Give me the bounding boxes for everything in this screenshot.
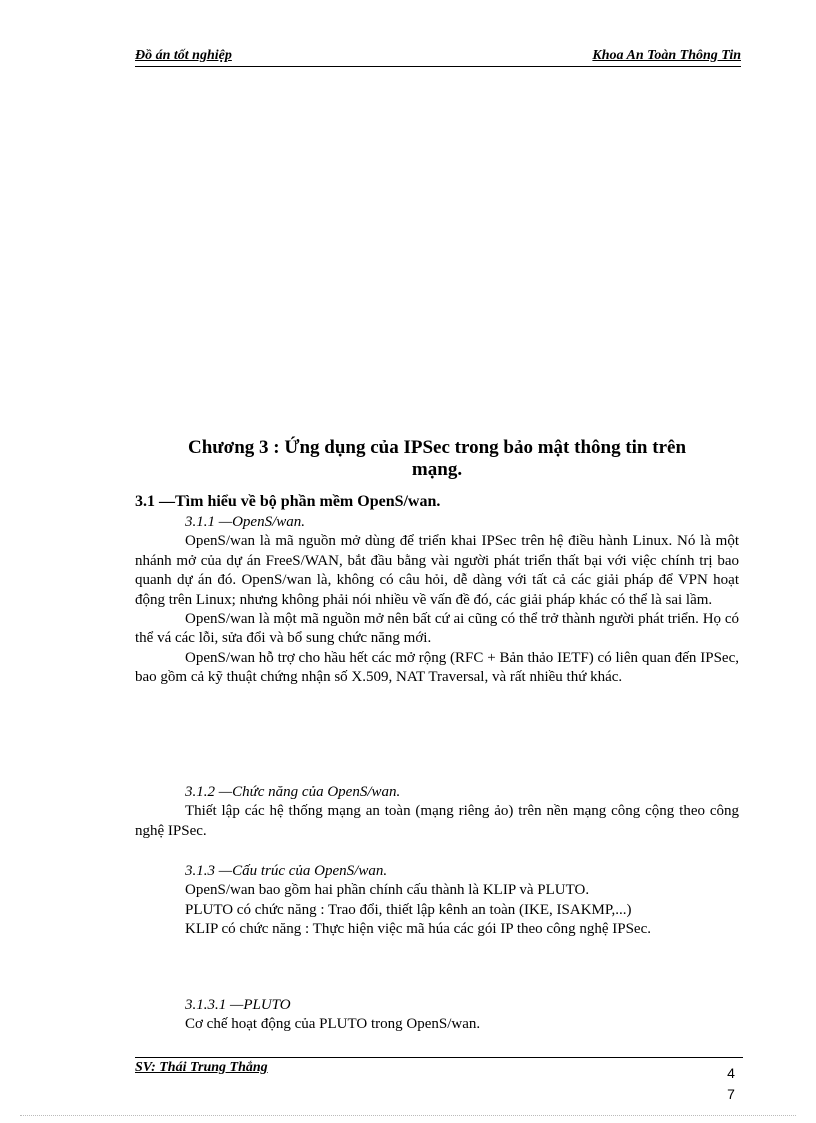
chapter-title [135,437,739,481]
section-3-1-1 [135,513,739,688]
paragraph: OpenS/wan bao gồm hai phần chính cấu thành là KLIP và PLUTO. [185,882,590,899]
section-3-1-3 [135,862,739,940]
paragraph: KLIP có chức năng : Thực hiện việc mã húa các gói IP theo công nghệ IPSec. [185,921,651,938]
section-3-1-2 [135,783,739,841]
page-number-digit: 4 [727,1065,735,1081]
page-header [135,48,741,67]
subsection-heading-3-1-1: 3.1.1 —OpenS/wan. [185,514,305,530]
paragraph: OpenS/wan là mã nguồn mở dùng để triển khai IPSec trên hệ điều hành Linux. Nó là một nhánh mở của dự án FreeS/WAN, bắt đầu bằng vài người phát triển thất bại với việc chính trị bao quanh dự án đó. OpenS/wan là, không có câu hỏi, dễ dàng với tất cả các giải pháp để VPN hoạt động trên Linux; nhưng không phải nói nhiều về vấn đề đó, các giải pháp khác có thể là sai lầm. [135,533,739,608]
page-bottom-divider [20,1115,796,1116]
paragraph: PLUTO có chức năng : Trao đổi, thiết lập kênh an toàn (IKE, ISAKMP,...) [185,901,632,918]
header-left-title: Đồ án tốt nghiệp [135,48,232,63]
header-right-title: Khoa An Toàn Thông Tin [592,48,741,63]
paragraph: OpenS/wan hỗ trợ cho hầu hết các mở rộng (RFC + Bản thảo IETF) có liên quan đến IPSec, bao gồm cả kỹ thuật chứng nhận số X.509, NAT Traversal, và rất nhiều thứ khác. [135,649,739,686]
chapter-title-line2: mạng. [411,459,463,480]
subsection-heading-3-1-2: 3.1.2 —Chức năng của OpenS/wan. [185,784,401,800]
subsection-heading-3-1-3: 3.1.3 —Cấu trúc của OpenS/wan. [185,863,388,879]
page-number-digit: 7 [727,1086,735,1102]
chapter-title-line1: Chương 3 : Ứng dụng của IPSec trong bảo mật thông tin trên [187,437,687,458]
subsection-heading-3-1-3-1: 3.1.3.1 —PLUTO [185,997,291,1013]
paragraph: Cơ chế hoạt động của PLUTO trong OpenS/wan. [185,1016,481,1033]
page-number [724,1063,738,1105]
paragraph: OpenS/wan là một mã nguồn mở nên bất cứ ai cũng có thể trở thành người phát triển. Họ có thể vá các lỗi, sửa đổi và bổ sung chức năng mới. [135,611,739,647]
footer-student-name: SV: Thái Trung Thắng [135,1060,268,1075]
section-3-1-3-1 [135,996,739,1035]
footer-divider [135,1057,743,1058]
paragraph: Thiết lập các hệ thống mạng an toàn (mạng riêng ảo) trên nền mạng công cộng theo công nghệ IPSec. [135,803,739,839]
section-title: 3.1 —Tìm hiểu về bộ phần mềm OpenS/wan. [135,493,441,510]
